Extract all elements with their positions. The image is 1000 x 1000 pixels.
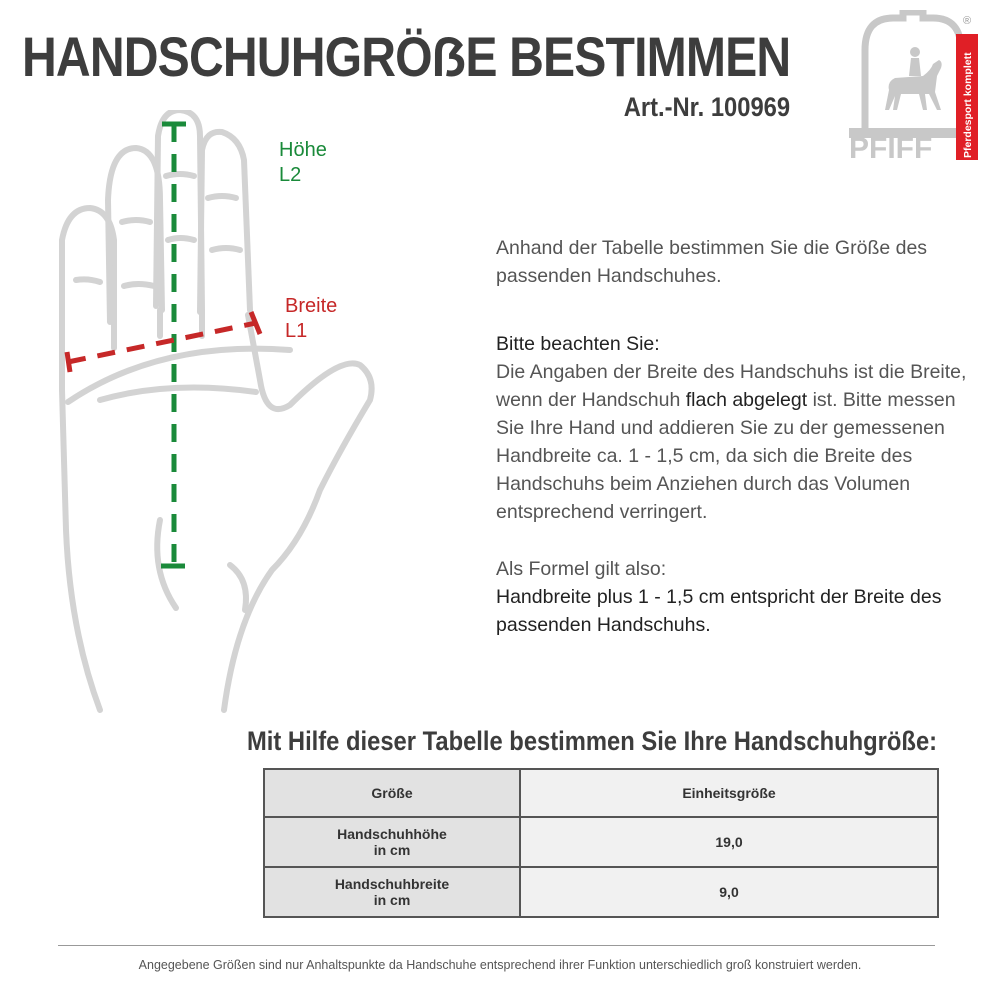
- note-text-1: Die Angaben der Breite des Handschuhs ist die Breite, wenn der Handschuh: [496, 361, 967, 411]
- footer-divider: [58, 945, 935, 946]
- row-label-line: Handschuhbreite: [334, 876, 450, 892]
- row-label-line: Handschuhhöhe: [337, 826, 447, 842]
- formula-intro: Als Formel gilt also:: [496, 558, 667, 580]
- height-label-name: Höhe: [279, 139, 327, 161]
- height-label-code: L2: [279, 164, 302, 186]
- row-label-unit: in cm: [373, 842, 411, 858]
- note-text-2: ist. Bitte messen Sie Ihre Hand und addieren Sie zu der gemessenen Handbreite ca. 1 - 1,5 cm, da sich die Breite des Handschuhs beim Anziehen durch das Volumen entsprechend verringert.: [496, 389, 956, 523]
- note-paragraph: [496, 358, 976, 526]
- table-row: [264, 817, 938, 867]
- intro-paragraph: Anhand der Tabelle bestimmen Sie die Größe des passenden Handschuhes.: [496, 237, 928, 287]
- header-unit-size-cell: Einheitsgröße: [520, 769, 938, 817]
- size-table: [263, 768, 939, 918]
- hand-outline: [62, 110, 372, 710]
- table-title: Mit Hilfe dieser Tabelle bestimmen Sie Ihre Handschuhgröße:: [247, 726, 938, 756]
- article-number: Art.-Nr. 100969: [623, 92, 790, 122]
- formula-text: Handbreite plus 1 - 1,5 cm entspricht der Breite des passenden Handschuhs.: [496, 586, 942, 636]
- intro-text: [496, 234, 976, 290]
- row-label-unit: in cm: [373, 892, 411, 908]
- note-block: [496, 330, 976, 526]
- note-emphasis: flach abgelegt: [685, 389, 808, 411]
- width-label: [285, 294, 337, 344]
- hand-diagram: [40, 110, 480, 720]
- height-label: [279, 138, 327, 188]
- pfiff-logo: [843, 10, 983, 160]
- row-value-height: 19,0: [520, 817, 938, 867]
- footnote: Angegebene Größen sind nur Anhaltspunkte da Handschuhe entsprechend ihrer Funktion unterschiedlich groß konstruiert werden.: [138, 958, 862, 972]
- note-heading: Bitte beachten Sie:: [496, 333, 660, 355]
- logo-tagline: Pferdesport komplett: [962, 52, 974, 158]
- table-header-row: [264, 769, 938, 817]
- registered-mark: ®: [963, 15, 972, 27]
- page-title: HANDSCHUHGRÖẞE BESTIMMEN: [22, 25, 791, 88]
- height-measure-line: [161, 124, 186, 566]
- width-measure-line: [67, 312, 260, 372]
- header-size-cell: Größe: [264, 769, 520, 817]
- formula-block: [496, 555, 976, 639]
- row-label-width: [264, 867, 520, 917]
- table-row: [264, 867, 938, 917]
- width-label-name: Breite: [285, 295, 338, 317]
- row-value-width: 9,0: [520, 867, 938, 917]
- logo-brand: PFIFF: [849, 132, 933, 160]
- horse-rider-icon: [843, 10, 983, 160]
- row-label-height: [264, 817, 520, 867]
- width-label-code: L1: [285, 320, 308, 342]
